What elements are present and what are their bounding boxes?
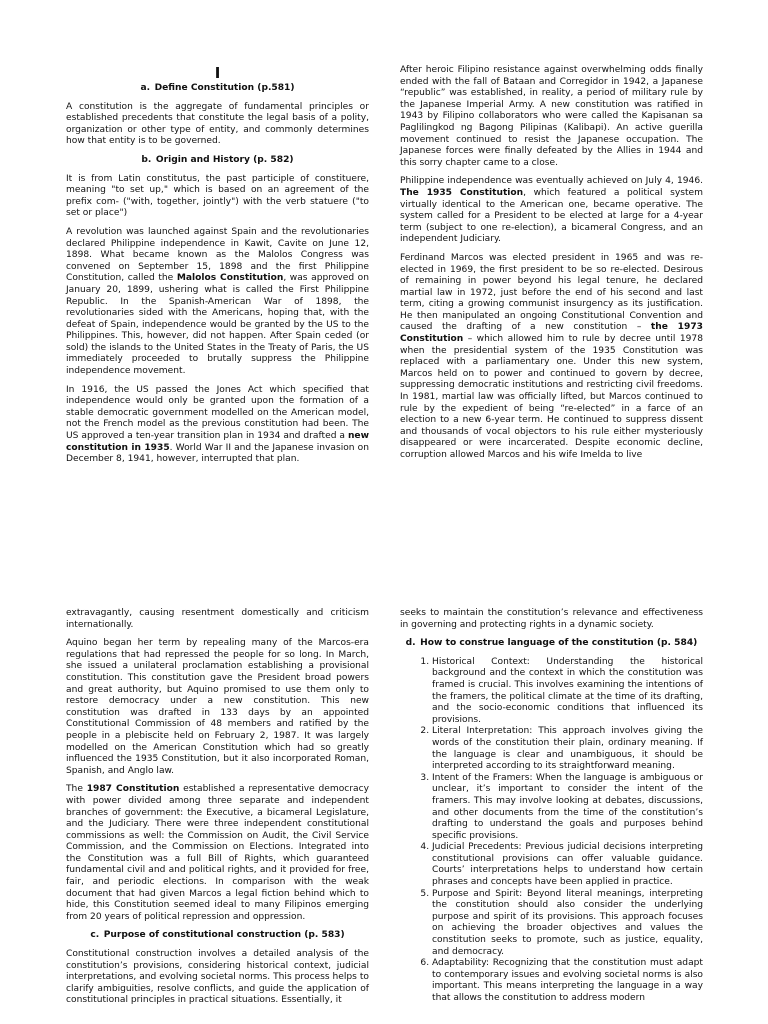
bold-term: 1987 Constitution — [86, 784, 180, 795]
left-column-top — [66, 65, 369, 473]
paragraph: After heroic Filipino resistance against overwhelming odds finally ended with the fall of Bataan and Corregidor in 1942, a Japanese “republic” was established, in reality, a period of military rule by the Japanese Imperial Army. A new constitution was ratified in 1943 by Filipino collaborators who were called the Kapisanan sa Paglilingkod ng Bagong Pilipinas (Kalibapi). An active guerilla movement continued to resist the Japanese occupation. The Japanese forces were finally defeated by the Allies in 1944 and this sorry chapter came to a close. — [400, 65, 703, 168]
paragraph: Ferdinand Marcos was elected president in 1965 and was re-elected in 1969, the first president to be so re-elected. Desirous of remaining in power beyond his legal tenure, he declared martial law in 1972, just before the end of his second and last term, citing a growing communist insurgency as its justification. He then manipulated an ongoing Constitutional Convention and caused the drafting of a new constitution – the 1973 Constitution – which allowed him to rule by decree until 1978 when the presidential system of the 1935 Constitution was replaced with a parliamentary one. Under this new system, Marcos held on to power and continued to govern by decree, suppressing democratic institutions and restricting civil freedoms. In 1981, martial law was officially lifted, but Marcos continued to rule by the expedient of being “re-elected” in a farce of an election to a new 6-year term. He continued to suppress dissent and thousands of vocal objectors to his rule either mysteriously disappeared or were incarcerated. Despite economic decline, corruption allowed Marcos and his wife Imelda to live — [400, 252, 703, 460]
section-numeral: I — [214, 64, 221, 82]
paragraph: extravagantly, causing resentment domestically and criticism internationally. — [66, 608, 369, 630]
right-column-bottom — [400, 608, 703, 1005]
heading-purpose-construction: c. Purpose of constitutional construction (p. 583) — [90, 930, 345, 941]
list-item: 2. Literal Interpretation: This approach involves giving the words of the constitution their plain, ordinary meaning. If the language is clear and unambiguous, it should be interpreted according to its straightforward meaning. — [432, 726, 703, 772]
paragraph: A revolution was launched against Spain and the revolutionaries declared Philippine independence in Kawit, Cavite on June 12, 1898. What became known as the Malolos Congress was convened on September 15, 1898 and the first Philippine Constitution, called the Malolos Constitution, was approved on January 20, 1899, ushering what is called the First Philippine Republic. In the Spanish-American War of 1898, the revolutionaries sided with the Americans, hoping that, with the defeat of Spain, independence would be granted by the US to the Philippines. This, however, did not happen. After Spain ceded (or sold) the islands to the United States in the Treaty of Paris, the US immediately proceeded to brutally suppress the Philippine independence movement. — [66, 226, 370, 377]
list-item: 1. Historical Context: Understanding the historical background and the context in which the constitution was framed is crucial. This involves examining the intentions of the framers, the political climate at the time of its drafting, and the socio-economic conditions that influenced its provisions. — [432, 657, 703, 727]
left-column-bottom — [66, 608, 369, 1014]
bold-term: new constitution in 1935 — [66, 431, 369, 453]
paragraph: The 1987 Constitution established a representative democracy with power divided among three separate and independent branches of government: the Executive, a bicameral Legislature, and the Judiciary. There were three independent constitutional commissions as well: the Commission on Audit, the Civil Service Commission, and the Commission on Elections. Integrated into the Constitution was a full Bill of Rights, which guaranteed fundamental civil and and political rights, and it provided for free, fair, and periodic elections. In comparison with the weak document that had given Marcos a legal fiction behind which to hide, this Constitution seemed ideal to many Filipinos emerging from 20 years of political repression and oppression. — [66, 784, 369, 922]
right-column-top — [400, 65, 703, 469]
list-item: 6. Adaptability: Recognizing that the constitution must adapt to contemporary issues and evolving societal norms is also important. This means interpreting the language in a way that allows the constitution to address modern — [432, 958, 703, 1004]
construction-methods-list — [400, 657, 703, 1005]
paragraph: seeks to maintain the constitution’s relevance and effectiveness in governing and protecting rights in a dynamic society. — [400, 608, 703, 630]
list-item: 3. Intent of the Framers: When the language is ambiguous or unclear, it’s important to consider the intent of the framers. This may involve looking at debates, discussions, and other documents from the time of the constitution’s drafting to understand the goals and purposes behind specific provisions. — [432, 773, 703, 843]
paragraph: A constitution is the aggregate of fundamental principles or established precedents that constitute the legal basis of a polity, organization or other type of entity, and commonly determines how that entity is to be governed. — [66, 101, 369, 147]
bold-term: The 1935 Constitution — [400, 187, 524, 198]
bold-term: the 1973 Constitution — [400, 322, 703, 345]
list-item: 5. Purpose and Spirit: Beyond literal meanings, interpreting the constitution should also consider the underlying purpose and spirit of its provisions. This approach focuses on achieving the broader objectives and values the constitution seeks to promote, such as justice, equality, and democracy. — [432, 889, 703, 959]
paragraph: Aquino began her term by repealing many of the Marcos-era regulations that had repressed the people for so long. In March, she issued a unilateral proclamation establishing a provisional constitution. This constitution gave the President broad powers and great authority, but Aquino promised to use them only to restore democracy under a new constitution. This new constitution was drafted in 133 days by an appointed Constitutional Commission of 48 members and ratified by the people in a plebiscite held on February 2, 1987. It was largely modelled on the American Constitution which had so greatly influenced the 1935 Constitution, but it also incorporated Roman, Spanish, and Anglo law. — [66, 638, 369, 776]
heading-origin-history: b. Origin and History (p. 582) — [141, 154, 294, 165]
paragraph: In 1916, the US passed the Jones Act which specified that independence would only be granted upon the formation of a stable democratic government modelled on the American model, not the French model as the previous constitution had been. The US approved a ten-year transition plan in 1934 and drafted a new constitution in 1935. World War II and the Japanese invasion on December 8, 1941, however, interrupted that plan. — [66, 384, 369, 465]
paragraph: Philippine independence was eventually achieved on July 4, 1946. The 1935 Constitution, which featured a political system virtually identical to the American one, became operative. The system called for a President to be elected at large for a 4-year term (subject to one re-election), a bicameral Congress, and an independent Judiciary. — [400, 176, 704, 245]
list-item: 4. Judicial Precedents: Previous judicial decisions interpreting constitutional provisions can offer valuable guidance. Courts’ interpretations helps to understand how certain phrases and concepts have been applied in practice. — [432, 842, 703, 888]
heading-construe-language: d. How to construe language of the constitution (p. 584) — [405, 638, 698, 649]
paragraph: It is from Latin constitutus, the past participle of constituere, meaning "to set up," which is based on an agreement of the prefix com- ("with, together, jointly") with the verb statuere ("to set or place") — [66, 173, 369, 219]
bold-term: Malolos Constitution — [176, 273, 284, 284]
paragraph: Constitutional construction involves a detailed analysis of the constitution’s provisions, considering historical context, judicial interpretations, and evolving societal norms. This process helps to clarify ambiguities, resolve conflicts, and guide the application of constitutional principles in practical situations. Essentially, it — [66, 949, 369, 1006]
heading-define-constitution: a. Define Constitution (p.581) — [140, 83, 295, 93]
